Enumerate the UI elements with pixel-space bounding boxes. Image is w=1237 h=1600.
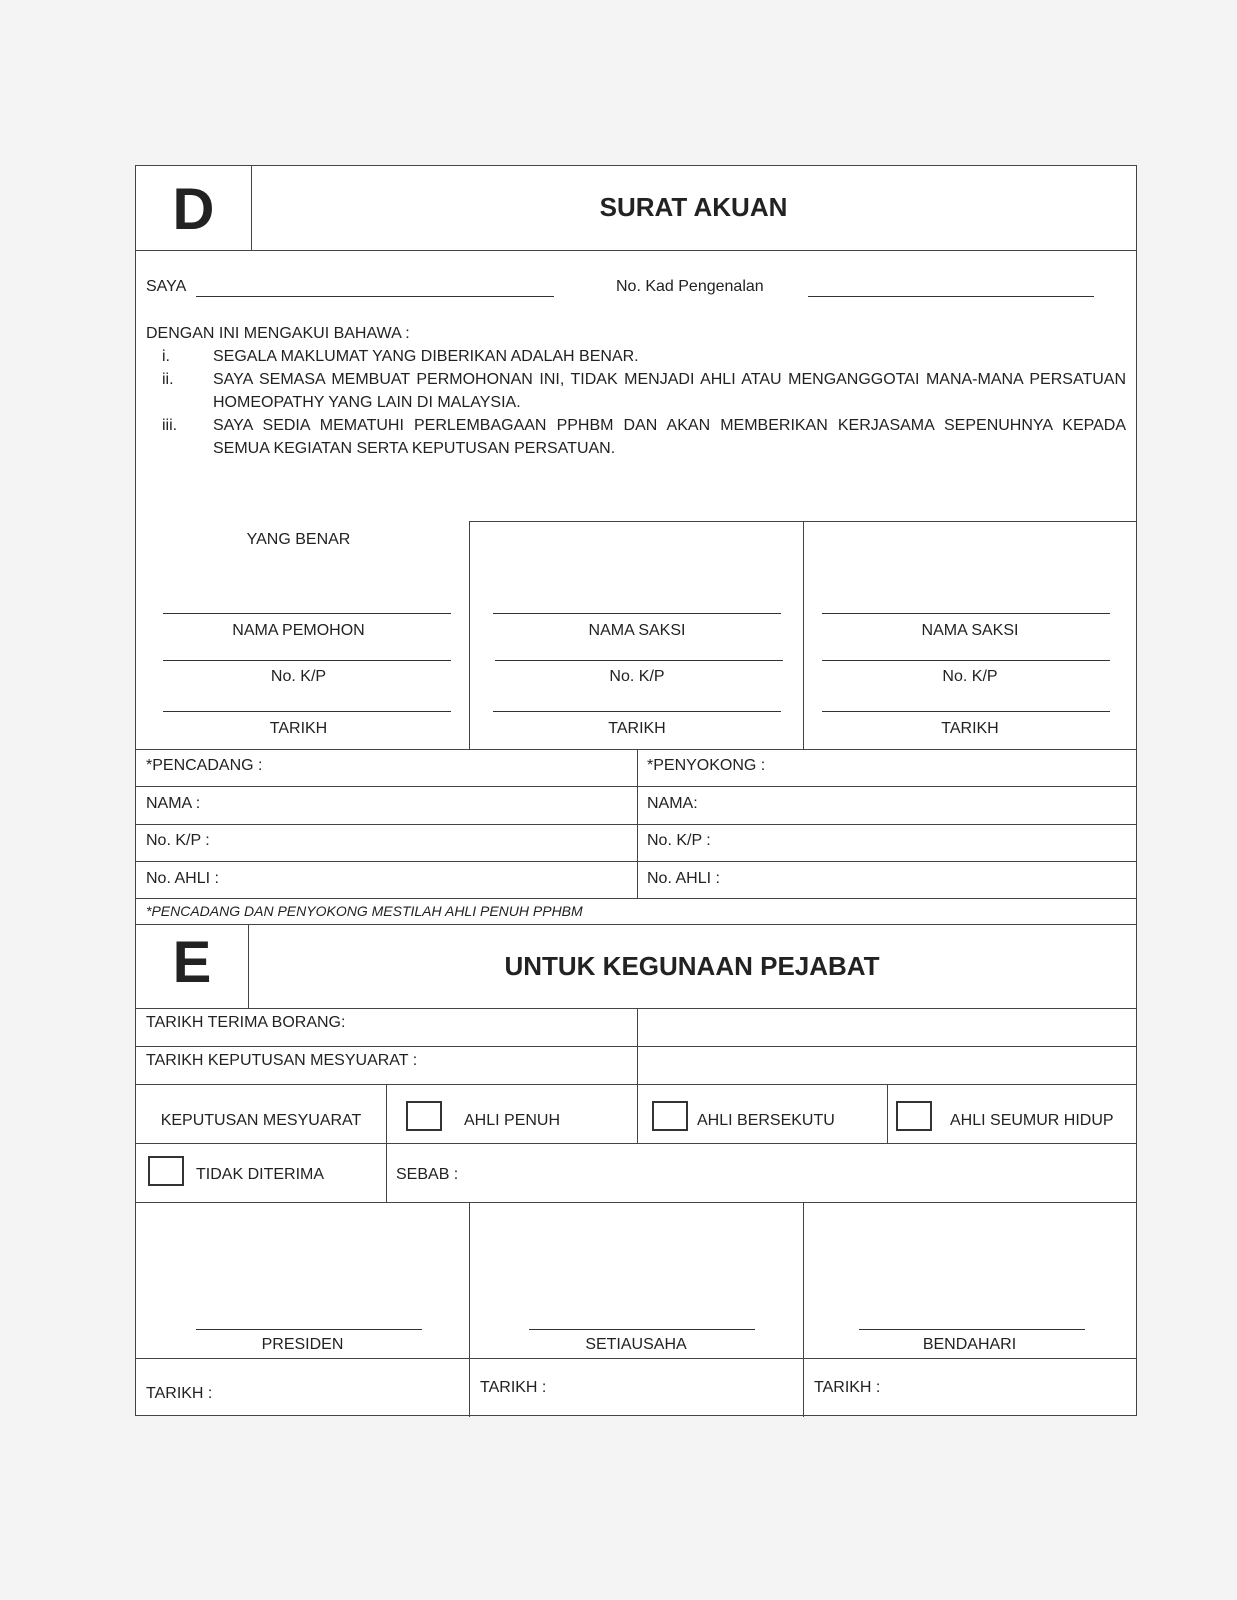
witness-kp-label: No. K/P — [609, 668, 665, 685]
proposer-ahli-label: No. AHLI : — [146, 870, 219, 887]
signature-line[interactable] — [493, 613, 781, 614]
proposer-name-label: NAMA : — [146, 795, 201, 812]
item-text: HOMEOPATHY YANG LAIN DI MALAYSIA. — [213, 394, 521, 411]
witness-kp-label: No. K/P — [942, 668, 998, 685]
proposer-kp-label: No. K/P : — [146, 832, 210, 849]
seconder-title: *PENYOKONG : — [647, 757, 766, 774]
proposer-note: *PENCADANG DAN PENYOKONG MESTILAH AHLI PENUH PPHBM — [146, 903, 583, 919]
divider — [136, 250, 1136, 251]
witness-name-label: NAMA SAKSI — [921, 622, 1019, 639]
signature-line[interactable] — [196, 1329, 422, 1330]
applicant-date-label: TARIKH — [269, 720, 328, 737]
divider — [136, 1008, 1136, 1009]
item-text: SAYA SEMASA MEMBUAT PERMOHONAN INI, TIDAK MENJADI AHLI ATAU MENGANGGOTAI MANA-MANA PERSATUAN — [213, 371, 1126, 388]
ic-field[interactable] — [808, 296, 1094, 297]
witness-date-label: TARIKH — [941, 720, 999, 737]
life-member-label: AHLI SEUMUR HIDUP — [950, 1112, 1114, 1129]
divider — [136, 749, 1136, 750]
date-line[interactable] — [163, 711, 451, 712]
witness-date-label: TARIKH — [608, 720, 666, 737]
witness-name-label: NAMA SAKSI — [588, 622, 686, 639]
reason-label: SEBAB : — [396, 1166, 459, 1183]
divider — [136, 898, 1136, 899]
kp-line[interactable] — [163, 660, 451, 661]
declaration-intro: DENGAN INI MENGAKUI BAHAWA : — [146, 325, 410, 342]
ic-label: No. Kad Pengenalan — [616, 278, 764, 295]
date-line[interactable] — [493, 711, 781, 712]
proposer-title: *PENCADANG : — [146, 757, 263, 774]
divider — [469, 521, 470, 749]
seconder-kp-label: No. K/P : — [647, 832, 711, 849]
meeting-date-label: TARIKH KEPUTUSAN MESYUARAT : — [146, 1052, 418, 1069]
divider — [136, 1143, 1136, 1144]
divider — [637, 1084, 638, 1143]
full-member-checkbox[interactable] — [406, 1101, 442, 1131]
divider — [803, 1202, 804, 1417]
kp-line[interactable] — [822, 660, 1110, 661]
applicant-name-label: NAMA PEMOHON — [232, 622, 365, 639]
item-text: SEGALA MAKLUMAT YANG DIBERIKAN ADALAH BENAR. — [213, 348, 639, 365]
kp-line[interactable] — [495, 660, 783, 661]
saya-label: SAYA — [146, 278, 187, 295]
seconder-ahli-label: No. AHLI : — [647, 870, 720, 887]
associate-member-checkbox[interactable] — [652, 1101, 688, 1131]
date-line[interactable] — [822, 711, 1110, 712]
declaration-form — [135, 165, 1137, 1416]
treasurer-label: BENDAHARI — [922, 1336, 1017, 1353]
secretary-label: SETIAUSAHA — [585, 1336, 687, 1353]
signature-line[interactable] — [859, 1329, 1085, 1330]
meeting-decision-label: KEPUTUSAN MESYUARAT — [160, 1112, 362, 1129]
not-accepted-checkbox[interactable] — [148, 1156, 184, 1186]
divider — [136, 861, 1136, 862]
divider — [136, 924, 1136, 925]
divider — [136, 1358, 1136, 1359]
signature-line[interactable] — [529, 1329, 755, 1330]
section-e-title: UNTUK KEGUNAAN PEJABAT — [504, 951, 880, 981]
divider — [136, 824, 1136, 825]
not-accepted-label: TIDAK DITERIMA — [196, 1166, 325, 1183]
received-date-label: TARIKH TERIMA BORANG: — [146, 1014, 346, 1031]
signature-line[interactable] — [822, 613, 1110, 614]
secretary-date-label: TARIKH : — [480, 1379, 547, 1396]
divider — [136, 786, 1136, 787]
item-number: i. — [162, 348, 170, 365]
divider — [887, 1084, 888, 1143]
item-text: SEMUA KEGIATAN SERTA KEPUTUSAN PERSATUAN. — [213, 440, 616, 457]
full-member-label: AHLI PENUH — [464, 1112, 561, 1129]
saya-field[interactable] — [196, 296, 554, 297]
item-text: SAYA SEDIA MEMATUHI PERLEMBAGAAN PPHBM DAN AKAN MEMBERIKAN KERJASAMA SEPENUHNYA KEPADA — [213, 417, 1126, 434]
item-number: iii. — [162, 417, 178, 434]
life-member-checkbox[interactable] — [896, 1101, 932, 1131]
president-date-label: TARIKH : — [146, 1385, 213, 1402]
signature-line[interactable] — [163, 613, 451, 614]
divider — [136, 1202, 1136, 1203]
applicant-kp-label: No. K/P — [270, 668, 327, 685]
seconder-name-label: NAMA: — [647, 795, 698, 812]
yang-benar-label: YANG BENAR — [246, 531, 351, 548]
divider — [136, 1084, 1136, 1085]
section-e-letter: E — [172, 930, 212, 995]
associate-member-label: AHLI BERSEKUTU — [697, 1112, 835, 1129]
item-number: ii. — [162, 371, 174, 388]
section-d-title: SURAT AKUAN — [599, 192, 788, 222]
treasurer-date-label: TARIKH : — [814, 1379, 881, 1396]
section-d-letter: D — [172, 177, 215, 242]
divider — [136, 1046, 1136, 1047]
divider — [469, 1202, 470, 1417]
president-label: PRESIDEN — [261, 1336, 344, 1353]
